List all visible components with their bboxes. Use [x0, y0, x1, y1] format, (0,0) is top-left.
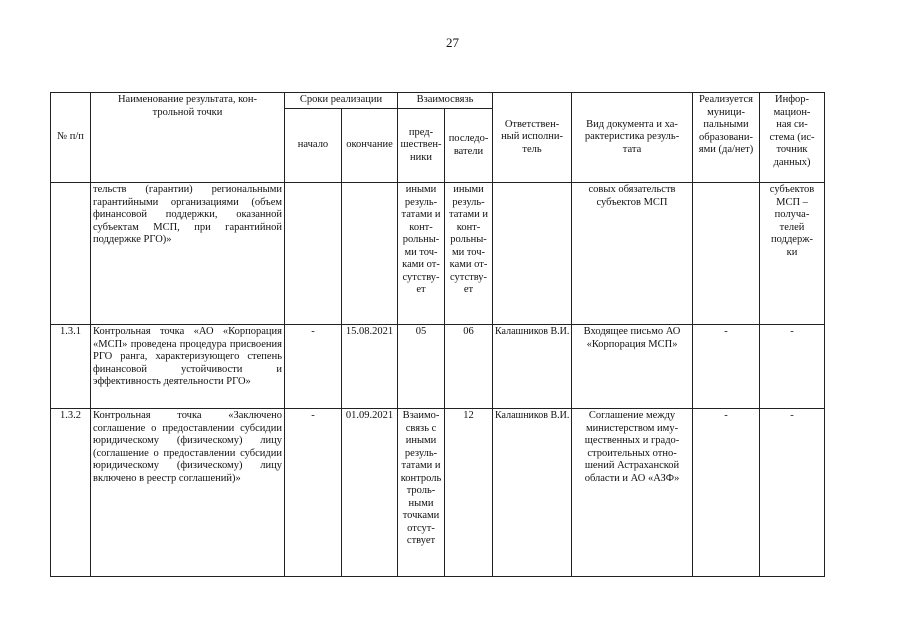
row-end: 15.08.2021: [342, 325, 398, 409]
row-num: 1.3.1: [51, 325, 91, 409]
row-predecessors: иными резуль- татами и конт- рольны- ми точ- ками от- сутству- ет: [398, 183, 445, 325]
row-start: -: [285, 325, 342, 409]
row-info-system: субъектов МСП – получа- телей поддерж- ки: [760, 183, 825, 325]
row-municipal: -: [693, 409, 760, 577]
row-info-system: -: [760, 409, 825, 577]
page-number: 27: [446, 35, 459, 50]
table-row: [51, 409, 825, 577]
row-municipal: -: [693, 325, 760, 409]
row-start: [285, 183, 342, 325]
header-predecessors: пред- шествен- ники: [398, 109, 445, 183]
header-relation: Взаимосвязь: [398, 93, 493, 109]
control-points-table: [50, 92, 825, 577]
header-doc-type: Вид документа и ха- рактеристика резуль- тата: [572, 93, 693, 183]
row-name: тельств (гарантии) региональными гарантийными организациями (объем финансовой поддержки, оказанной субъектам МСП, при гарантийной поддержке РГО)»: [91, 183, 285, 325]
row-end: [342, 183, 398, 325]
header-end: окончание: [342, 109, 398, 183]
row-successors: 06: [445, 325, 493, 409]
row-start: -: [285, 409, 342, 577]
row-info-system: -: [760, 325, 825, 409]
row-predecessors: Взаимо- связь с иными резуль- татами и контроль троль- ными точками отсут- ствует: [398, 409, 445, 577]
row-doc-type: Входящее письмо АО «Корпорация МСП»: [572, 325, 693, 409]
header-responsible: Ответствен- ный исполни- тель: [493, 93, 572, 183]
row-responsible: Калашников В.И.: [493, 409, 572, 577]
header-name: Наименование результата, кон- трольной точки: [91, 93, 285, 183]
row-name: Контрольная точка «АО «Корпорация «МСП» проведена процедура присвоения РГО ранга, характеризующего степень финансовой устойчивости и эффективность деятельности РГО»: [91, 325, 285, 409]
row-end: 01.09.2021: [342, 409, 398, 577]
row-municipal: [693, 183, 760, 325]
row-num: [51, 183, 91, 325]
header-terms: Сроки реализации: [285, 93, 398, 109]
row-doc-type: Соглашение между министерством иму- щественных и градо- строительных отно- шений Астраханской области и АО «АЗФ»: [572, 409, 693, 577]
table-row: [51, 183, 825, 325]
header-info-system: Инфор- мацион- ная си- стема (ис- точник данных): [760, 93, 825, 183]
row-responsible: Калашников В.И.: [493, 325, 572, 409]
header-num: № п/п: [51, 93, 91, 183]
row-name: Контрольная точка «Заключено соглашение о предоставлении субсидии юридическому (физическому) лицу (соглашение о предоставлении субсидии юридическому (физическому) лицу включено в реестр соглашений)»: [91, 409, 285, 577]
table-row: [51, 325, 825, 409]
row-doc-type: совых обязательств субъектов МСП: [572, 183, 693, 325]
header-successors: последо- ватели: [445, 109, 493, 183]
header-start: начало: [285, 109, 342, 183]
row-successors: иными резуль- татами и конт- рольны- ми точ- ками от- сутству- ет: [445, 183, 493, 325]
row-successors: 12: [445, 409, 493, 577]
row-num: 1.3.2: [51, 409, 91, 577]
row-responsible: [493, 183, 572, 325]
header-municipal: Реализуется муници- пальными образовани- ями (да/нет): [693, 93, 760, 183]
row-predecessors: 05: [398, 325, 445, 409]
